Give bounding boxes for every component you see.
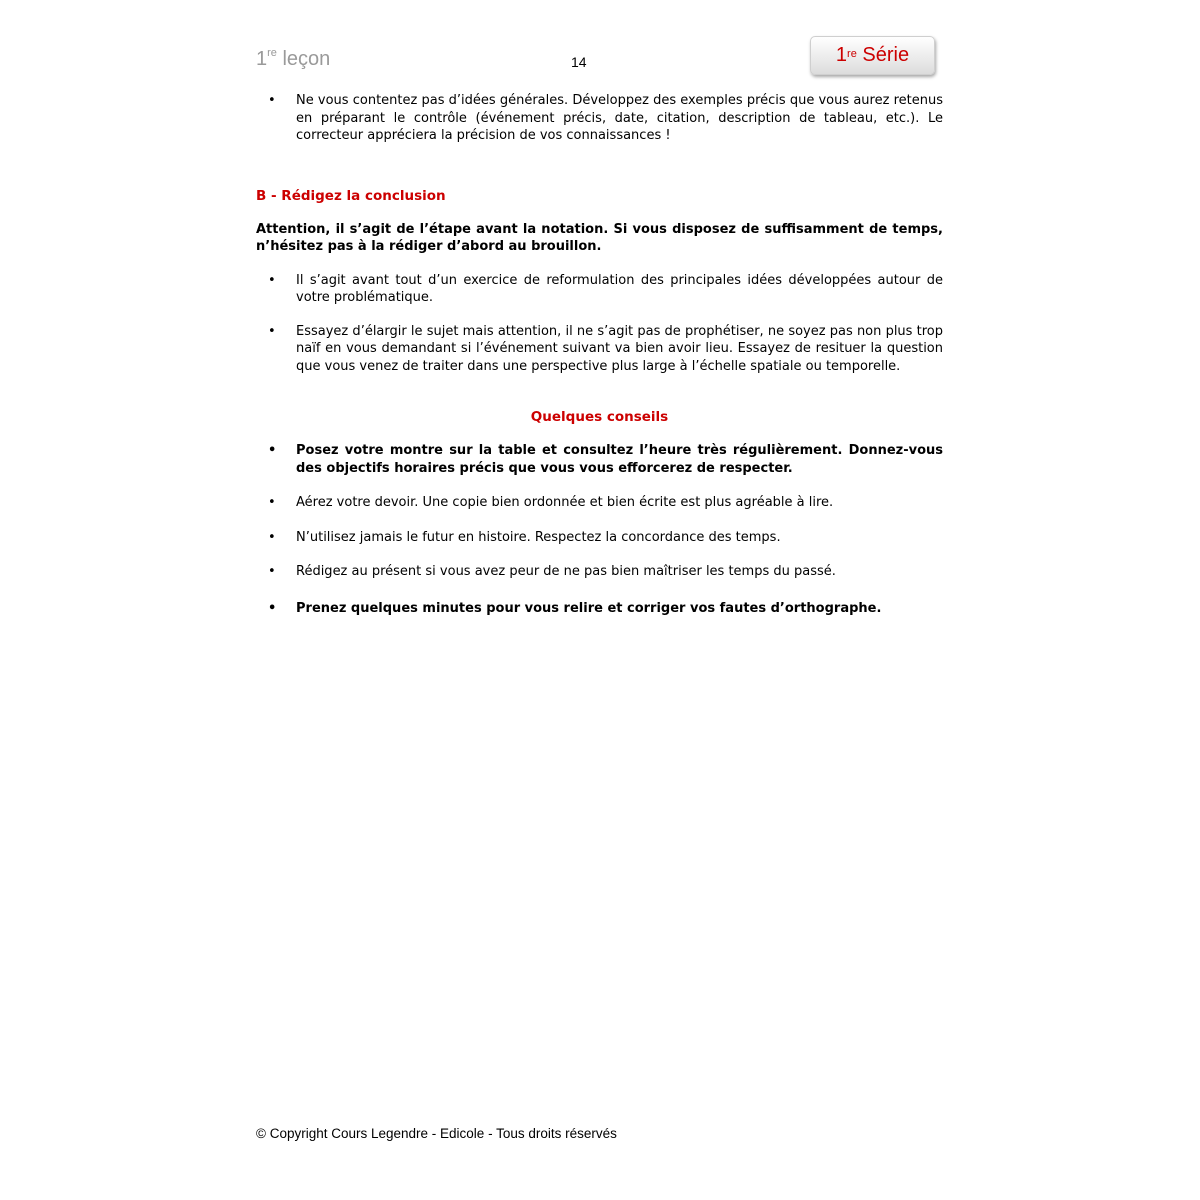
- lesson-label: [256, 48, 330, 71]
- list-item: [256, 563, 943, 581]
- lesson-number: 1: [256, 48, 268, 70]
- lesson-word: leçon: [276, 48, 331, 70]
- bullet-text: Essayez d’élargir le sujet mais attention, il ne s’agit pas de prophétiser, ne soyez pas non plus trop naïf en vous demandant si l’événement suivant va bien avoir lieu. Essayez de resituer la question que vous venez de traiter dans une perspective plus large à l’échelle spatiale ou temporelle.: [296, 323, 943, 374]
- serie-word: Série: [856, 44, 910, 66]
- list-item: [256, 529, 943, 547]
- bullet-icon: •: [268, 443, 277, 458]
- bullet-text: N’utilisez jamais le futur en histoire. Respectez la concordance des temps.: [296, 529, 781, 545]
- serie-superscript: re: [847, 48, 857, 60]
- list-item: [256, 494, 943, 512]
- bullet-icon: •: [268, 93, 276, 108]
- bullet-text: Prenez quelques minutes pour vous relire et corriger vos fautes d’orthographe.: [296, 600, 882, 616]
- bullet-icon: •: [268, 564, 276, 579]
- serie-badge: [810, 36, 935, 75]
- list-item: [256, 442, 943, 477]
- list-item: [256, 600, 943, 618]
- list-item: [256, 272, 943, 307]
- bullet-text: Aérez votre devoir. Une copie bien ordonnée et bien écrite est plus agréable à lire.: [296, 495, 834, 510]
- bullet-text: Il s’agit avant tout d’un exercice de reformulation des principales idées développées autour de votre problématique.: [296, 272, 943, 305]
- bullet-icon: •: [268, 529, 276, 545]
- page-content: [256, 92, 943, 617]
- list-item: [256, 92, 943, 145]
- section-b-heading: B - Rédigez la conclusion: [256, 187, 446, 204]
- bullet-text: Ne vous contentez pas d’idées générales. Développez des exemples précis que vous aurez retenus en préparant le contrôle (événement précis, date, citation, description de tableau, etc.). Le correcteur appréciera la précision de vos connaissances !: [296, 93, 943, 143]
- bullet-icon: •: [268, 323, 276, 339]
- bullet-icon: •: [268, 495, 276, 510]
- page-number: 14: [571, 54, 587, 70]
- bullet-text: Posez votre montre sur la table et consultez l’heure très régulièrement. Donnez-vous des objectifs horaires précis que vous vous efforcerez de respecter.: [296, 443, 943, 476]
- list-item: [256, 323, 943, 376]
- conseils-heading: Quelques conseils: [530, 409, 669, 425]
- lesson-superscript: re: [267, 47, 277, 59]
- bullet-icon: •: [268, 600, 277, 616]
- copyright-footer: © Copyright Cours Legendre - Edicole - Tous droits réservés: [256, 1126, 617, 1141]
- bullet-icon: •: [268, 272, 276, 288]
- serie-number: 1: [835, 44, 848, 66]
- attention-paragraph: Attention, il s’agit de l’étape avant la notation. Si vous disposez de suffisamment de temps, n’hésitez pas à la rédiger d’abord au brouillon.: [256, 221, 943, 254]
- bullet-text: Rédigez au présent si vous avez peur de ne pas bien maîtriser les temps du passé.: [296, 564, 836, 579]
